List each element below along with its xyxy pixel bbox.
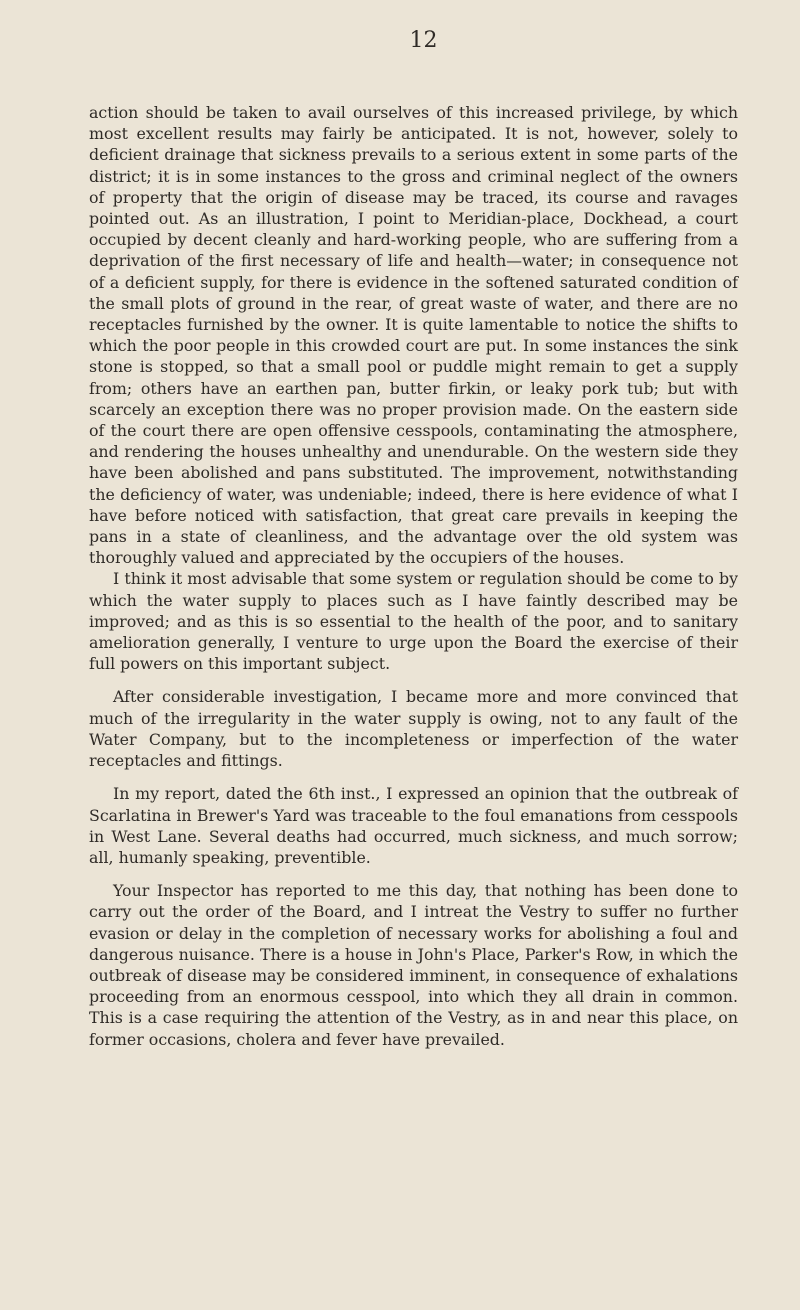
page-number: 12 [409, 28, 438, 53]
paragraph: After considerable investigation, I became more and more convinced that much of the irregularity in the water supply is owing, not to any fault of the Water Company, but to the incompleteness or imperfection of the water receptacles and fittings. [89, 687, 738, 771]
paragraph: Your Inspector has reported to me this day, that nothing has been done to carry out the order of the Board, and I intreat the Vestry to suffer no further evasion or delay in the completion of necessary works for abolishing a foul and dangerous nuisance. There is a house in John's Place, Parker's Row, in which the outbreak of disease may be considered imminent, in consequence of exhalations proceeding from an enormous cesspool, into which they all drain in common. This is a case requiring the attention of the Vestry, as in and near this place, on former occasions, cholera and fever have prevailed. [89, 881, 738, 1049]
paragraph: I think it most advisable that some system or regulation should be come to by which the water supply to places such as I have faintly described may be improved; and as this is so essential to the health of the poor, and to sanitary amelioration generally, I venture to urge upon the Board the exercise of their full powers on this important subject. [89, 569, 738, 674]
paragraph: action should be taken to avail ourselves of this increased privilege, by which most excellent results may fairly be anticipated. It is not, however, solely to deficient drainage that sickness prevails to a serious extent in some parts of the district; it is in some instances to the gross and criminal neglect of the owners of property that the origin of disease may be traced, its course and ravages pointed out. As an illustration, I point to Meridian-place, Dockhead, a court occupied by decent cleanly and hard-working people, who are suffering from a deprivation of the first necessary of life and health—water; in consequence not of a deficient supply, for there is evidence in the softened saturated condition of the small plots of ground in the rear, of great waste of water, and there are no receptacles furnished by the owner. It is quite lamentable to notice the shifts to which the poor people in this crowded court are put. In some instances the sink stone is stopped, so that a small pool or puddle might remain to get a supply from; others have an earthen pan, butter firkin, or leaky pork tub; but with scarcely an exception there was no proper provision made. On the eastern side of the court there are open offensive cesspools, contaminating the atmosphere, and rendering the houses unhealthy and unendurable. On the western side they have been abolished and pans substituted. The improvement, notwithstanding the deficiency of water, was undeniable; indeed, there is here evidence of what I have before noticed with satisfaction, that great care prevails in keeping the pans in a state of cleanliness, and the advantage over the old system was thoroughly valued and appreciated by the occupiers of the houses. [89, 103, 738, 568]
body-text [89, 102, 738, 1050]
paragraph: In my report, dated the 6th inst., I expressed an opinion that the outbreak of Scarlatina in Brewer's Yard was traceable to the foul emanations from cesspools in West Lane. Several deaths had occurred, much sickness, and much sorrow; all, humanly speaking, preventible. [89, 784, 738, 867]
